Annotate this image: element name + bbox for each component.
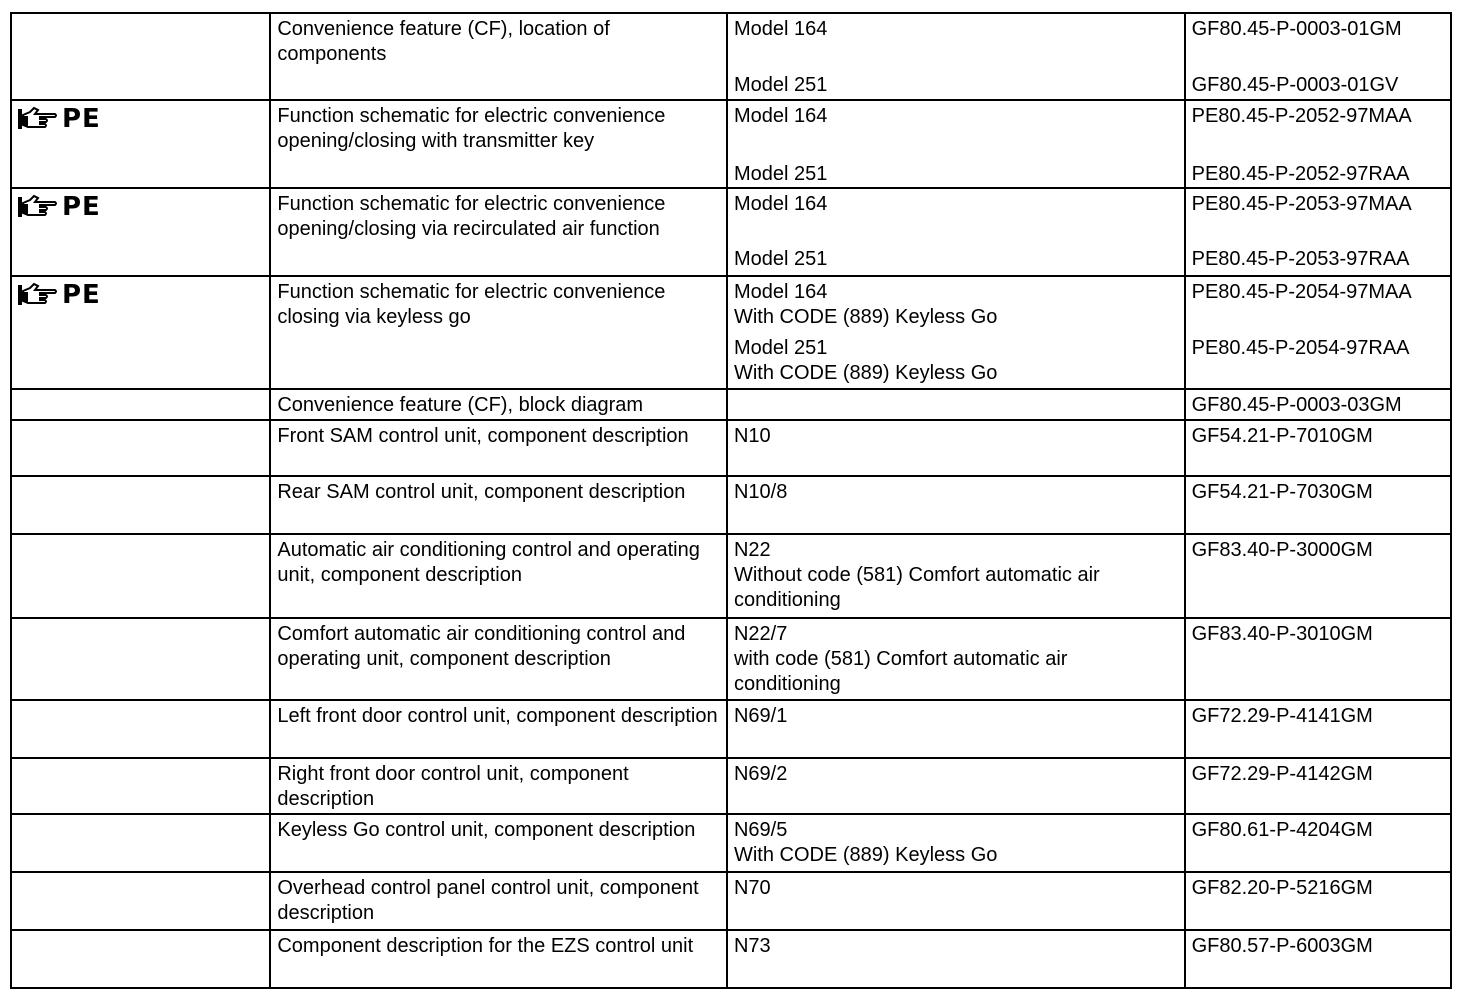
table-row <box>11 758 1451 814</box>
description-text: Comfort automatic air conditioning control and operating unit, component description <box>277 623 686 670</box>
description-cell <box>270 872 727 930</box>
description-text: Automatic air conditioning control and operating unit, component description <box>277 539 700 586</box>
table-row <box>11 276 1451 389</box>
document-code-text[interactable]: PE80.45-P-2053-97MAA <box>1191 193 1412 215</box>
model-text: N73 <box>733 935 771 957</box>
description-text: Function schematic for electric convenience closing via keyless go <box>277 281 666 328</box>
model-text: Model 164 With CODE (889) Keyless Go <box>733 281 998 328</box>
description-cell <box>270 420 727 476</box>
document-code-text[interactable]: GF54.21-P-7030GM <box>1191 481 1373 503</box>
model-cell <box>727 13 1185 100</box>
description-text: Left front door control unit, component description <box>277 705 718 727</box>
model-cell <box>727 100 1185 188</box>
description-text: Component description for the EZS control unit <box>277 935 694 957</box>
icon-cell <box>11 618 270 700</box>
document-code-text[interactable]: PE80.45-P-2053-97RAA <box>1191 248 1410 270</box>
pe-label: PE <box>62 280 101 310</box>
description-cell <box>270 534 727 618</box>
document-code-text[interactable]: GF72.29-P-4141GM <box>1191 705 1373 727</box>
icon-cell <box>11 276 270 389</box>
document-code-cell <box>1185 188 1451 276</box>
model-cell <box>727 389 1185 420</box>
description-cell <box>270 389 727 420</box>
description-text: Right front door control unit, component description <box>277 763 629 810</box>
description-cell <box>270 276 727 389</box>
document-code-cell <box>1185 476 1451 534</box>
document-page <box>10 12 1452 989</box>
model-text: Model 251 <box>733 163 828 185</box>
table-row <box>11 930 1451 988</box>
icon-cell <box>11 476 270 534</box>
description-text: Front SAM control unit, component description <box>277 425 689 447</box>
document-code-cell <box>1185 13 1451 100</box>
model-text: N70 <box>733 877 771 899</box>
description-cell <box>270 476 727 534</box>
table-row <box>11 872 1451 930</box>
model-text: Model 251 With CODE (889) Keyless Go <box>733 337 998 384</box>
document-code-cell <box>1185 276 1451 389</box>
icon-cell <box>11 389 270 420</box>
description-text: Convenience feature (CF), location of components <box>277 18 610 65</box>
model-text: Model 251 <box>733 74 828 96</box>
document-code-cell <box>1185 700 1451 758</box>
document-code-text[interactable]: PE80.45-P-2052-97MAA <box>1191 105 1412 127</box>
document-code-cell <box>1185 758 1451 814</box>
icon-cell <box>11 13 270 100</box>
icon-cell <box>11 930 270 988</box>
description-cell <box>270 700 727 758</box>
pointing-hand-icon <box>16 194 58 220</box>
model-cell <box>727 188 1185 276</box>
table-row <box>11 476 1451 534</box>
description-cell <box>270 930 727 988</box>
table-row <box>11 700 1451 758</box>
pe-reference-marker[interactable] <box>16 193 101 221</box>
model-cell <box>727 758 1185 814</box>
model-text: Model 164 <box>733 18 828 40</box>
document-code-cell <box>1185 618 1451 700</box>
document-code-text[interactable]: PE80.45-P-2054-97RAA <box>1191 337 1410 359</box>
document-code-text[interactable]: GF72.29-P-4142GM <box>1191 763 1373 785</box>
model-cell <box>727 534 1185 618</box>
icon-cell <box>11 814 270 872</box>
document-code-cell <box>1185 930 1451 988</box>
document-code-text[interactable]: GF80.45-P-0003-01GV <box>1191 74 1399 96</box>
pointing-hand-icon <box>16 106 58 132</box>
document-code-cell <box>1185 534 1451 618</box>
description-cell <box>270 814 727 872</box>
model-cell <box>727 814 1185 872</box>
icon-cell <box>11 872 270 930</box>
description-cell <box>270 100 727 188</box>
icon-cell <box>11 534 270 618</box>
model-text: N69/5 With CODE (889) Keyless Go <box>733 819 998 866</box>
model-text: N10 <box>733 425 771 447</box>
table-row <box>11 618 1451 700</box>
model-cell <box>727 420 1185 476</box>
description-cell <box>270 188 727 276</box>
reference-table-body <box>11 13 1451 988</box>
icon-cell <box>11 700 270 758</box>
pe-label: PE <box>62 104 101 134</box>
document-code-text[interactable]: GF80.45-P-0003-03GM <box>1191 394 1402 416</box>
document-code-cell <box>1185 389 1451 420</box>
model-text: N69/2 <box>733 763 788 785</box>
icon-cell <box>11 420 270 476</box>
description-text: Keyless Go control unit, component description <box>277 819 696 841</box>
description-cell <box>270 13 727 100</box>
document-code-text[interactable]: PE80.45-P-2052-97RAA <box>1191 163 1410 185</box>
model-cell <box>727 700 1185 758</box>
document-code-text[interactable]: GF80.45-P-0003-01GM <box>1191 18 1402 40</box>
document-code-text[interactable]: GF83.40-P-3000GM <box>1191 539 1373 561</box>
model-text: N69/1 <box>733 705 788 727</box>
model-text: Model 251 <box>733 248 828 270</box>
model-cell <box>727 276 1185 389</box>
model-cell <box>727 872 1185 930</box>
description-text: Rear SAM control unit, component description <box>277 481 686 503</box>
document-code-text[interactable]: GF83.40-P-3010GM <box>1191 623 1373 645</box>
table-row <box>11 814 1451 872</box>
model-cell <box>727 476 1185 534</box>
model-text: Model 164 <box>733 193 828 215</box>
reference-table <box>10 12 1452 989</box>
table-row <box>11 534 1451 618</box>
document-code-cell <box>1185 420 1451 476</box>
description-cell <box>270 618 727 700</box>
icon-cell <box>11 188 270 276</box>
document-code-text[interactable]: GF82.20-P-5216GM <box>1191 877 1373 899</box>
pe-label: PE <box>62 192 101 222</box>
table-row <box>11 389 1451 420</box>
document-code-cell <box>1185 872 1451 930</box>
table-row <box>11 420 1451 476</box>
document-code-text[interactable]: GF80.61-P-4204GM <box>1191 819 1373 841</box>
model-text: N10/8 <box>733 481 788 503</box>
pe-reference-marker[interactable] <box>16 105 101 133</box>
table-row <box>11 188 1451 276</box>
icon-cell <box>11 758 270 814</box>
model-text: N22/7 with code (581) Comfort automatic air conditioning <box>733 623 1068 695</box>
document-code-text[interactable]: GF80.57-P-6003GM <box>1191 935 1373 957</box>
model-cell <box>727 930 1185 988</box>
model-text: N22 Without code (581) Comfort automatic air conditioning <box>733 539 1100 611</box>
icon-cell <box>11 100 270 188</box>
description-cell <box>270 758 727 814</box>
description-text: Convenience feature (CF), block diagram <box>277 394 644 416</box>
pointing-hand-icon <box>16 282 58 308</box>
document-code-text[interactable]: GF54.21-P-7010GM <box>1191 425 1373 447</box>
document-code-cell <box>1185 814 1451 872</box>
model-cell <box>727 618 1185 700</box>
description-text: Overhead control panel control unit, component description <box>277 877 699 924</box>
table-row <box>11 100 1451 188</box>
description-text: Function schematic for electric convenience opening/closing with transmitter key <box>277 105 666 152</box>
model-text: Model 164 <box>733 105 828 127</box>
document-code-cell <box>1185 100 1451 188</box>
table-row <box>11 13 1451 100</box>
document-code-text[interactable]: PE80.45-P-2054-97MAA <box>1191 281 1412 303</box>
description-text: Function schematic for electric convenience opening/closing via recirculated air function <box>277 193 666 240</box>
pe-reference-marker[interactable] <box>16 281 101 309</box>
